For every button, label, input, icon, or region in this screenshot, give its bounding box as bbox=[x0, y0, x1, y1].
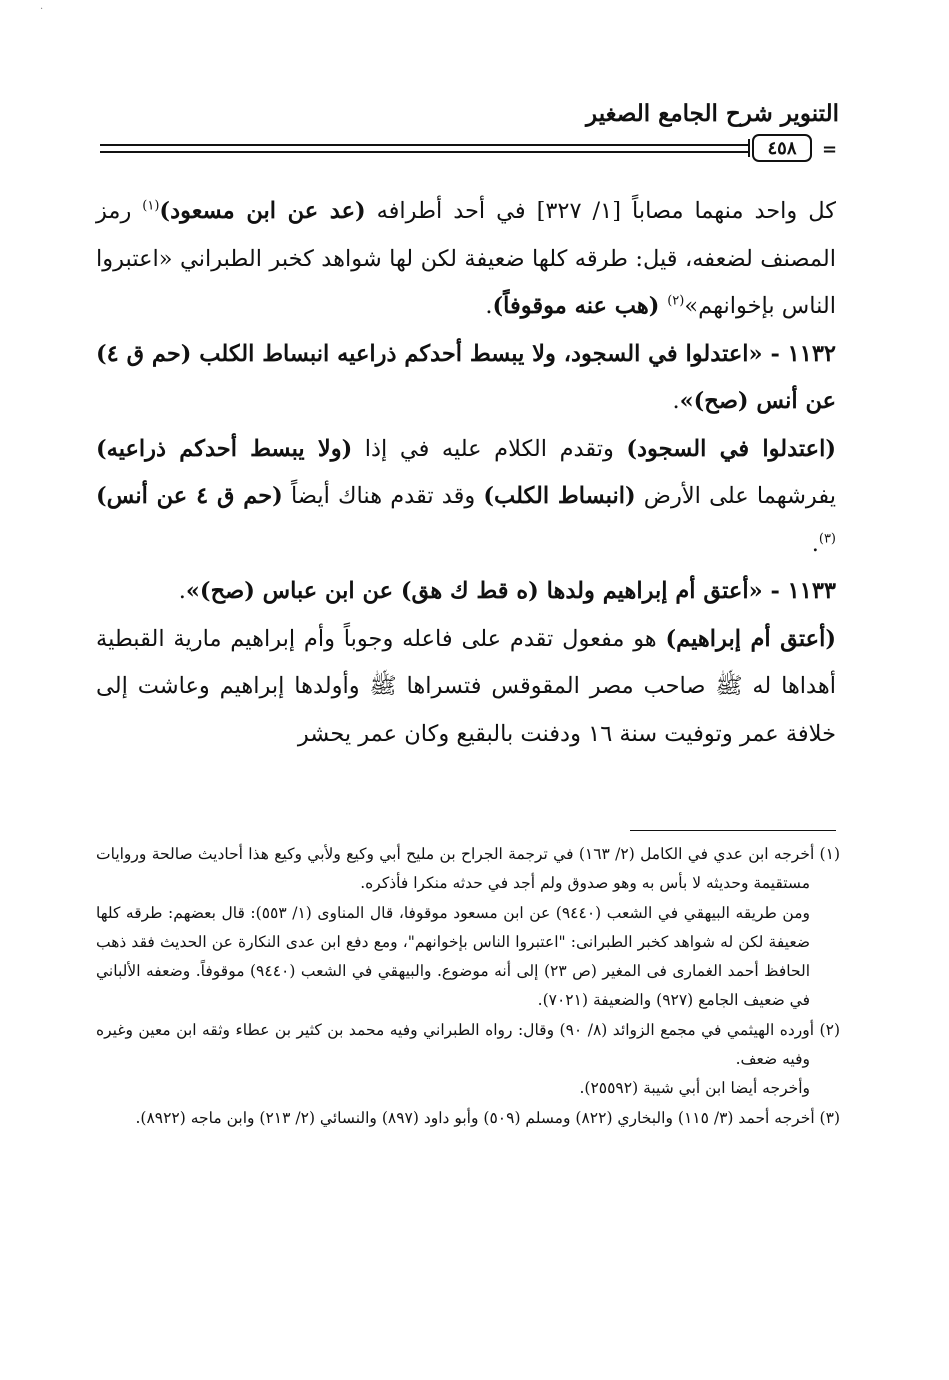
text-run: رمز المصنف لضعفه، قيل: طرقه كلها ضعيفة لكن لها شواهد كخبر الطبراني «اعتبروا الناس بإخوانهم» bbox=[96, 198, 836, 319]
page-number: ٤٥٨ bbox=[752, 134, 812, 162]
commentary-1133 bbox=[96, 616, 836, 759]
footnote-2-continuation: وأخرجه أيضا ابن أبي شيبة (٢٥٥٩٢). bbox=[579, 1079, 810, 1098]
text-run: وقد تقدم هناك أيضاً bbox=[282, 483, 484, 509]
header-dash-mark: = bbox=[822, 139, 838, 160]
footnote-1-continuation: ومن طريقه البيهقي في الشعب (٩٤٤٠) عن ابن مسعود موقوفا، قال المناوى (١/ ٥٥٣): قال بعضهم: طرقه كلها ضعيفة لكن له شواهد كخبر الطبرانى: "اعتبروا الناس بإخوانهم"، ومع دفع ابن عدى النكارة عن الحديث فقد ذهب الحافظ أحمد الغمارى فى المغير (ص ٢٣) إلى أنه موضوع. والبيهقي في الشعب (٩٤٤٠) موقوفاً. وضعفه الألباني في ضعيف الجامع (٩٢٧) والضعيفة (٧٠٢١). bbox=[96, 903, 811, 1010]
hadith-1133 bbox=[96, 568, 836, 616]
footnote-ref: (١) bbox=[142, 198, 160, 214]
source-code: (هب عنه موقوفاً) bbox=[492, 293, 668, 319]
footnote-ref: (٣) bbox=[818, 531, 836, 546]
quoted-phrase: (اعتدلوا في السجود) bbox=[626, 435, 836, 462]
source-code: (حم ق ٤ عن أنس) bbox=[96, 483, 283, 509]
main-text bbox=[96, 188, 836, 758]
hadith-text: ١١٣٢ - «اعتدلوا في السجود، ولا يبسط أحدكم ذراعيه انبساط الكلب (حم ق ٤) عن أنس (صح)» bbox=[96, 340, 836, 414]
scan-mark: · bbox=[40, 4, 44, 15]
text-run: . bbox=[672, 388, 680, 414]
footnotes bbox=[96, 840, 840, 1133]
quoted-phrase: (أعتق أم إبراهيم) bbox=[665, 625, 836, 652]
running-header-title: التنوير شرح الجامع الصغير bbox=[586, 100, 839, 127]
text-run: يفرشهما على الأرض bbox=[635, 483, 836, 509]
footnote-1: (١) أخرجه ابن عدي في الكامل (٢/ ١٦٣) في ترجمة الجراح بن مليح أبي وكيع ولأبي وكيع هذا أحاديث صالحة وروايات مستقيمة وحديثه لا بأس به وهو صدوق ولم أجد في حدثه منكرا فأذكره. bbox=[96, 845, 840, 893]
text-run: وتقدم الكلام عليه في إذا bbox=[352, 435, 627, 462]
quoted-phrase: (ولا يبسط أحدكم ذراعيه) bbox=[96, 435, 353, 462]
hadith-1132 bbox=[96, 331, 836, 426]
footnote-separator bbox=[630, 830, 836, 831]
quoted-phrase: (انبساط الكلب) bbox=[483, 483, 636, 509]
hadith-text: ١١٣٣ - «أعتق أم إبراهيم ولدها (ه قط ك هق) عن ابن عباس (صح)» bbox=[185, 578, 836, 604]
text-run: كل واحد منهما مصاباً [١/ ٣٢٧] في أحد أطرافه bbox=[365, 198, 836, 224]
paragraph-continuation bbox=[96, 188, 836, 331]
footnote-3: (٣) أخرجه أحمد (٣/ ١١٥) والبخاري (٨٢٢) ومسلم (٥٠٩) وأبو داود (٨٩٧) والنسائي (٢/ ٢١٣) وابن ماجه (٨٩٢٢). bbox=[135, 1108, 840, 1127]
footnote-2: (٢) أورده الهيثمي في مجمع الزوائد (٨/ ٩٠) وقال: رواه الطبراني وفيه محمد بن كثير بن عطاء وثقه ابن معين وغيره وفيه ضعف. bbox=[96, 1020, 840, 1069]
text-run: . bbox=[178, 578, 186, 604]
commentary-1132 bbox=[96, 426, 836, 569]
text-run: . bbox=[811, 530, 819, 557]
footnote-ref: (٢) bbox=[667, 293, 685, 309]
text-run: هو مفعول تقدم على فاعله وجوباً وأم إبراهيم مارية القبطية أهداها له ﷺ صاحب مصر المقوقس فتسراها ﷺ وأولدها إبراهيم وعاشت إلى خلافة عمر وتوفيت سنة ١٦ ودفنت بالبقيع وكان عمر يحشر bbox=[96, 625, 836, 747]
source-code: (عد عن ابن مسعود) bbox=[159, 198, 366, 224]
header-double-rule bbox=[100, 144, 750, 153]
text-run: . bbox=[485, 293, 493, 319]
